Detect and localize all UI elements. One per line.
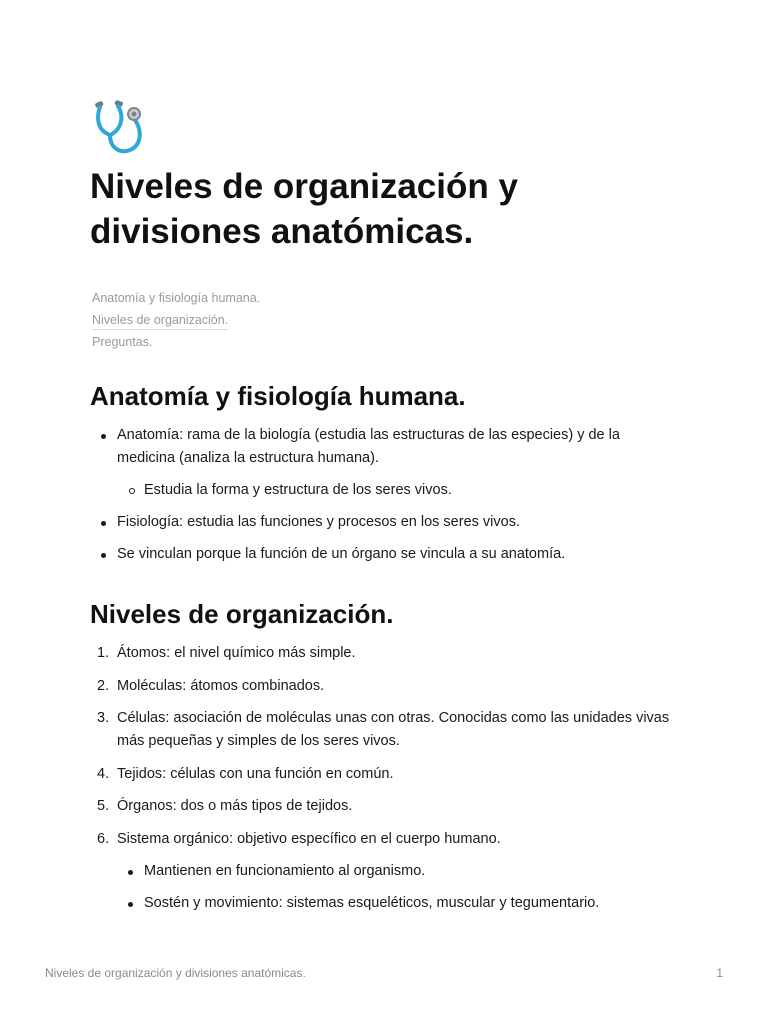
list-item-text: Sostén y movimiento: sistemas esqueléticos, muscular y tegumentario. bbox=[144, 894, 600, 911]
list-item bbox=[117, 860, 670, 883]
list-item bbox=[117, 892, 670, 915]
list-item-number: 2. bbox=[97, 677, 110, 694]
page-number: 1 bbox=[716, 966, 723, 980]
list-item bbox=[90, 795, 670, 818]
toc-link-anatomia[interactable]: Anatomía y fisiología humana. bbox=[92, 291, 261, 305]
list-item bbox=[90, 763, 670, 786]
page-title: Niveles de organización y divisiones anatómicas. bbox=[90, 167, 518, 251]
list-item bbox=[90, 642, 670, 665]
list-item-number: 6. bbox=[97, 830, 110, 847]
list-item bbox=[90, 707, 670, 753]
list-item-number: 4. bbox=[97, 765, 110, 782]
anatomia-list bbox=[90, 424, 670, 575]
section-heading-niveles: Niveles de organización. bbox=[90, 599, 394, 629]
niveles-list bbox=[90, 642, 670, 924]
list-item bbox=[117, 479, 670, 502]
list-item-text: Anatomía: rama de la biología (estudia las estructuras de las especies) y de la medicina (analiza la estructura humana). bbox=[117, 427, 620, 466]
list-item-text: Átomos: el nivel químico más simple. bbox=[117, 645, 356, 661]
list-item bbox=[90, 828, 670, 915]
stethoscope-icon bbox=[90, 100, 150, 158]
list-item-text: Fisiología: estudia las funciones y procesos en los seres vivos. bbox=[117, 514, 520, 530]
list-item bbox=[90, 424, 670, 502]
list-item-text: Células: asociación de moléculas unas con otras. Conocidas como las unidades vivas más pequeñas y simples de los seres vivos. bbox=[117, 710, 670, 749]
anatomia-sub-list bbox=[117, 479, 670, 502]
list-item-text: Órganos: dos o más tipos de tejidos. bbox=[117, 798, 353, 814]
list-item-text: Sistema orgánico: objetivo específico en el cuerpo humano. bbox=[117, 830, 501, 847]
section-heading-anatomia: Anatomía y fisiología humana. bbox=[90, 381, 466, 411]
toc-link-preguntas[interactable]: Preguntas. bbox=[92, 335, 153, 349]
toc-link-niveles[interactable]: Niveles de organización. bbox=[92, 311, 228, 330]
list-item bbox=[90, 675, 670, 698]
list-item-text: Mantienen en funcionamiento al organismo. bbox=[144, 862, 426, 879]
list-item-text: Tejidos: células con una función en común. bbox=[117, 765, 394, 782]
list-item-text: Moléculas: átomos combinados. bbox=[117, 677, 325, 694]
list-item-text: Se vinculan porque la función de un órgano se vincula a su anatomía. bbox=[117, 546, 566, 562]
list-item bbox=[90, 511, 670, 534]
list-item-number: 3. bbox=[97, 710, 110, 726]
list-item bbox=[90, 543, 670, 566]
footer-title: Niveles de organización y divisiones anatómicas. bbox=[45, 966, 306, 980]
list-item-text: Estudia la forma y estructura de los seres vivos. bbox=[144, 482, 452, 498]
list-item-number: 5. bbox=[97, 798, 110, 814]
sistema-sub-list bbox=[117, 860, 670, 915]
table-of-contents bbox=[92, 289, 260, 355]
list-item-number: 1. bbox=[97, 645, 110, 661]
